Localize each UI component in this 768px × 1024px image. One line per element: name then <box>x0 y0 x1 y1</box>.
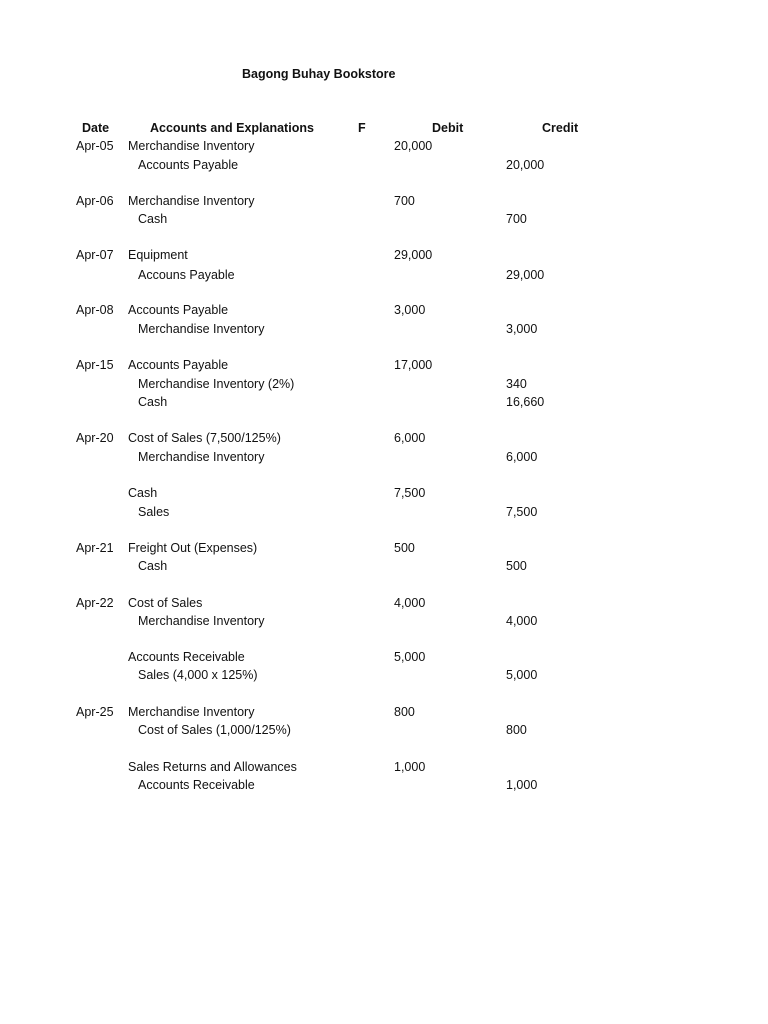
row-credit: 800 <box>506 723 527 737</box>
row-date: Apr-08 <box>76 303 114 317</box>
row-account: Equipment <box>128 248 188 262</box>
row-debit: 700 <box>394 194 415 208</box>
row-account: Accouns Payable <box>138 268 235 282</box>
column-header-date: Date <box>82 121 110 135</box>
row-account: Cash <box>138 395 168 409</box>
row-account: Cash <box>128 486 158 500</box>
row-debit: 6,000 <box>394 431 426 445</box>
row-account: Sales <box>138 505 170 519</box>
row-date: Apr-05 <box>76 139 114 153</box>
column-header-f: F <box>358 121 366 135</box>
row-account: Cost of Sales <box>128 596 203 610</box>
row-account: Merchandise Inventory (2%) <box>138 377 295 391</box>
row-debit: 20,000 <box>394 139 433 153</box>
row-account: Merchandise Inventory <box>128 139 255 153</box>
row-credit: 700 <box>506 212 527 226</box>
row-debit: 5,000 <box>394 650 426 664</box>
row-date: Apr-20 <box>76 431 114 445</box>
row-credit: 4,000 <box>506 614 538 628</box>
column-header-credit: Credit <box>542 121 579 135</box>
row-debit: 800 <box>394 705 415 719</box>
row-account: Accounts Receivable <box>138 778 255 792</box>
row-debit: 17,000 <box>394 358 433 372</box>
row-date: Apr-07 <box>76 248 114 262</box>
row-account: Merchandise Inventory <box>138 450 265 464</box>
row-date: Apr-06 <box>76 194 114 208</box>
row-credit: 29,000 <box>506 268 545 282</box>
row-credit: 7,500 <box>506 505 538 519</box>
row-date: Apr-21 <box>76 541 114 555</box>
row-account: Accounts Payable <box>138 158 239 172</box>
row-account: Accounts Payable <box>128 358 229 372</box>
row-account: Freight Out (Expenses) <box>128 541 258 555</box>
row-account: Sales (4,000 x 125%) <box>138 668 258 682</box>
row-account: Cost of Sales (7,500/125%) <box>128 431 281 445</box>
column-header-debit: Debit <box>432 121 464 135</box>
row-debit: 3,000 <box>394 303 426 317</box>
row-date: Apr-15 <box>76 358 114 372</box>
row-debit: 4,000 <box>394 596 426 610</box>
row-debit: 29,000 <box>394 248 433 262</box>
row-credit: 6,000 <box>506 450 538 464</box>
column-header-accounts: Accounts and Explanations <box>150 121 314 135</box>
row-credit: 3,000 <box>506 322 538 336</box>
row-account: Sales Returns and Allowances <box>128 760 297 774</box>
row-account: Cash <box>138 212 168 226</box>
row-credit: 340 <box>506 377 527 391</box>
row-date: Apr-22 <box>76 596 114 610</box>
row-account: Merchandise Inventory <box>128 705 255 719</box>
row-debit: 7,500 <box>394 486 426 500</box>
row-credit: 1,000 <box>506 778 538 792</box>
row-credit: 20,000 <box>506 158 545 172</box>
row-credit: 16,660 <box>506 395 545 409</box>
row-account: Cash <box>138 559 168 573</box>
page-title: Bagong Buhay Bookstore <box>242 67 396 81</box>
row-account: Merchandise Inventory <box>128 194 255 208</box>
row-account: Merchandise Inventory <box>138 614 265 628</box>
row-debit: 1,000 <box>394 760 426 774</box>
row-debit: 500 <box>394 541 415 555</box>
row-account: Cost of Sales (1,000/125%) <box>138 723 291 737</box>
row-credit: 5,000 <box>506 668 538 682</box>
row-date: Apr-25 <box>76 705 114 719</box>
row-account: Accounts Payable <box>128 303 229 317</box>
row-credit: 500 <box>506 559 527 573</box>
row-account: Accounts Receivable <box>128 650 245 664</box>
row-account: Merchandise Inventory <box>138 322 265 336</box>
